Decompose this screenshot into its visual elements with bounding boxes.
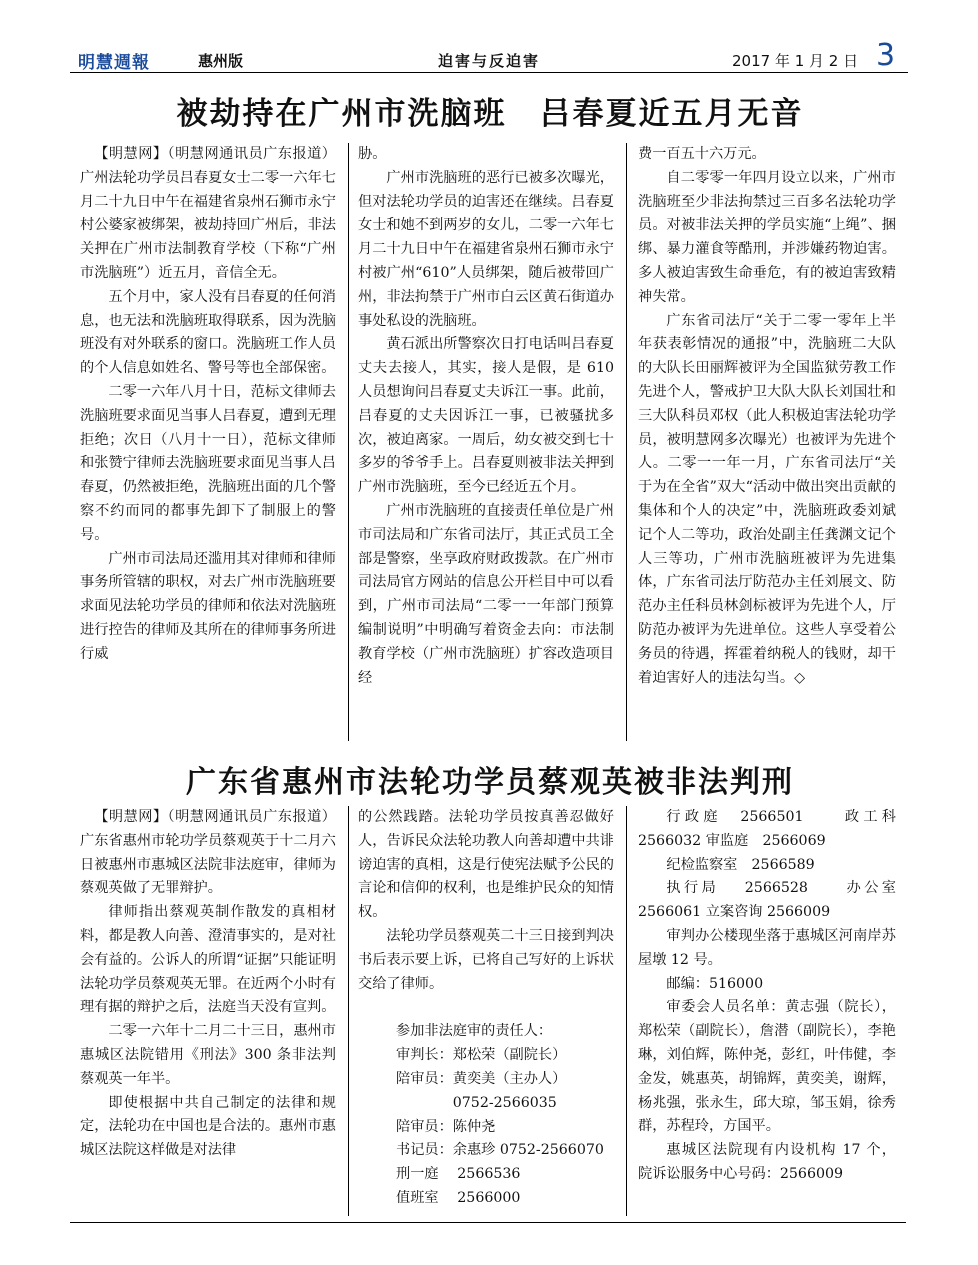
article1-title: 被劫持在广州市洗脑班 吕春夏近五月无音	[176, 96, 804, 132]
paragraph: 二零一六年十二月二十三日，惠州市惠城区法院错用《刑法》300 条非法判蔡观英一年半。	[80, 1023, 336, 1087]
masthead: 明慧週報	[78, 53, 150, 73]
paragraph: 邮编：516000	[666, 975, 764, 992]
paragraph: 法轮功学员蔡观英二十三日接到判决书后表示要上诉，已将自己写好的上诉状交给了律师。	[358, 927, 614, 992]
article2-title: 广东省惠州市法轮功学员蔡观英被非法判刑	[186, 765, 794, 800]
responsible-list-item: 陪审员：陈仲尧	[396, 1118, 496, 1135]
paragraph: 广东省司法厅“关于二零一零年上半年获表彰情况的通报”中，洗脑班二大队的大队长田丽辉被评为全国监狱劳教工作先进个人，警戒护卫大队大队长刘国壮和三大队科员邓权（此人积极迫害法轮功学员，被明慧网多次曝光）也被评为先进个人。二零一一年一月，广东省司法厅“关于为在全省”双大“活动中做出突出贡献的集体和个人的决定”中，洗脑班政委刘斌记个人二等功，政治处副主任龚渊文记个人三等功，广州市洗脑班被评为先进集体，广东省司法厅防范办主任刘展文、防范办主任科员林剑标被评为先进个人，厅防范办被评为先进单位。这些人享受着公务员的待遇，挥霍着纳税人的钱财，却干着迫害好人的违法勾当。◇	[638, 312, 896, 686]
paragraph: 【明慧网】（明慧网通讯员广东报道）广州法轮功学员吕春夏女士二零一六年七月二十九日中午在福建省泉州石狮市永宁村公婆家被绑架，被劫持回广州后，非法关押在广州市法制教育学校（下称“广州市洗脑班”）近五月，音信全无。	[80, 146, 336, 281]
column-divider	[348, 806, 349, 1216]
column-divider	[348, 143, 349, 741]
paragraph: 执行局 2566528 办公室 2566061 立案咨询 2566009	[638, 880, 896, 921]
paragraph: 广州市洗脑班的直接责任单位是广州市司法局和广东省司法厅，其正式员工全部是警察，坐享政府财政拨款。在广州市司法局官方网站的信息公开栏目中可以看到，广州市司法局“二零一一年部门预算编制说明”中明确写着资金去向：市法制教育学校（广州市洗脑班）扩容改造项目经	[358, 502, 614, 686]
responsible-list-item: 刑一庭 2566536	[396, 1166, 521, 1183]
paragraph: 的公然践踏。法轮功学员按真善忍做好人，告诉民众法轮功教人向善却遭中共诽谤迫害的真相，这是行使宪法赋予公民的言论和信仰的权利，也是维护民众的知情权。	[358, 809, 614, 921]
responsible-list-item: 0752-2566035	[396, 1094, 557, 1111]
paragraph: 五个月中，家人没有吕春夏的任何消息，也无法和洗脑班取得联系，因为洗脑班没有对外联系的窗口。洗脑班工作人员的个人信息如姓名、警号等也全部保密。	[80, 288, 336, 377]
column-divider	[626, 143, 627, 741]
responsible-heading: 参加非法庭审的责任人：	[396, 1023, 553, 1040]
paragraph: 广州市洗脑班的恶行已被多次曝光，但对法轮功学员的迫害还在继续。吕春夏女士和她不到两岁的女儿，二零一六年七月二十九日中午在福建省泉州石狮市永宁村被广州“610”人员绑架，随后被带回广州，非法拘禁于广州市白云区黄石街道办事处私设的洗脑班。	[358, 169, 614, 329]
article2-column-2	[358, 806, 614, 1211]
responsible-list-item: 值班室 2566000	[396, 1189, 521, 1206]
paragraph: 律师指出蔡观英制作散发的真相材料，都是教人向善、澄清事实的，是对社会有益的。公诉人的所谓“证据”只能证明法轮功学员蔡观英无罪。在近两个小时有理有据的辩护之后，法庭当天没有宣判。	[80, 904, 336, 1016]
column-divider	[626, 806, 627, 1216]
issue-date: 2017 年 1 月 2 日	[732, 52, 859, 70]
edition-label: 惠州版	[198, 52, 244, 70]
paragraph: 胁。	[358, 146, 387, 162]
article1-column-1	[80, 143, 336, 667]
responsible-list-item: 审判长：郑松荣（副院长）	[396, 1047, 567, 1064]
article2-column-3	[638, 806, 896, 1187]
paragraph: 【明慧网】（明慧网通讯员广东报道）广东省惠州市轮功学员蔡观英于十二月六日被惠州市惠城区法院非法庭审，律师为蔡观英做了无罪辩护。	[80, 809, 336, 897]
responsible-list-item: 书记员：余惠珍 0752-2566070	[396, 1142, 604, 1159]
paragraph: 纪检监察室 2566589	[666, 856, 815, 873]
header-rule	[70, 72, 908, 73]
paragraph: 行政庭 2566501 政工科 2566032 审监庭 2566069	[638, 809, 896, 849]
paragraph: 即使根据中共自己制定的法律和规定，法轮功在中国也是合法的。惠州市惠城区法院这样做是对法律	[80, 1094, 336, 1159]
paragraph: 二零一六年八月十日，范标文律师去洗脑班要求面见当事人吕春夏，遭到无理拒绝；次日（八月十一日），范标文律师和张赞宁律师去洗脑班要求面见当事人吕春夏，仍然被拒绝，洗脑班出面的几个警察不约而同的都事先卸下了制服上的警号。	[80, 383, 336, 543]
paragraph: 审委会人员名单：黄志强（院长），郑松荣（副院长），詹潜（副院长），李艳琳，刘伯辉，陈仲尧，彭红，叶伟健，李金发，姚惠英，胡锦辉，黄奕美，谢辉，杨兆强，张永生，邱大琼，邹玉娟，徐秀群，苏程玲，方国平。	[638, 999, 896, 1135]
page-header	[78, 38, 904, 73]
paragraph: 审判办公楼现坐落于惠城区河南岸苏屋墩 12 号。	[638, 927, 896, 968]
paragraph: 惠城区法院现有内设机构 17 个， 院诉讼服务中心号码：2566009	[638, 1142, 896, 1182]
article1-column-3	[638, 143, 896, 690]
page-number: 3	[876, 38, 896, 73]
paragraph: 广州市司法局还滥用其对律师和律师事务所管辖的职权，对去广州市洗脑班要求面见法轮功学员的律师和依法对洗脑班进行控告的律师及其所在的律师事务所进行威	[80, 550, 336, 662]
paragraph: 费一百五十六万元。	[638, 146, 766, 162]
paragraph: 自二零零一年四月设立以来，广州市洗脑班至少非法拘禁过三百多名法轮功学员。对被非法关押的学员实施“上绳”、捆绑、暴力灌食等酷刑，并涉嫌药物迫害。多人被迫害致生命垂危，有的被迫害致精神失常。	[638, 169, 896, 305]
section-label: 迫害与反迫害	[438, 52, 541, 70]
responsible-list-item: 陪审员：黄奕美（主办人）	[396, 1070, 567, 1087]
article1-column-2	[358, 143, 614, 690]
footer-rule	[70, 1222, 906, 1223]
article2-column-1	[80, 806, 336, 1163]
paragraph: 黄石派出所警察次日打电话叫吕春夏丈夫去接人，其实，接人是假，是 610 人员想询问吕春夏丈夫诉江一事。此前，吕春夏的丈夫因诉江一事，已被骚扰多次，被迫离家。一周后，幼女被交到七十多岁的爷爷手上。吕春夏则被非法关押到广州市洗脑班，至今已经近五个月。	[358, 336, 614, 496]
